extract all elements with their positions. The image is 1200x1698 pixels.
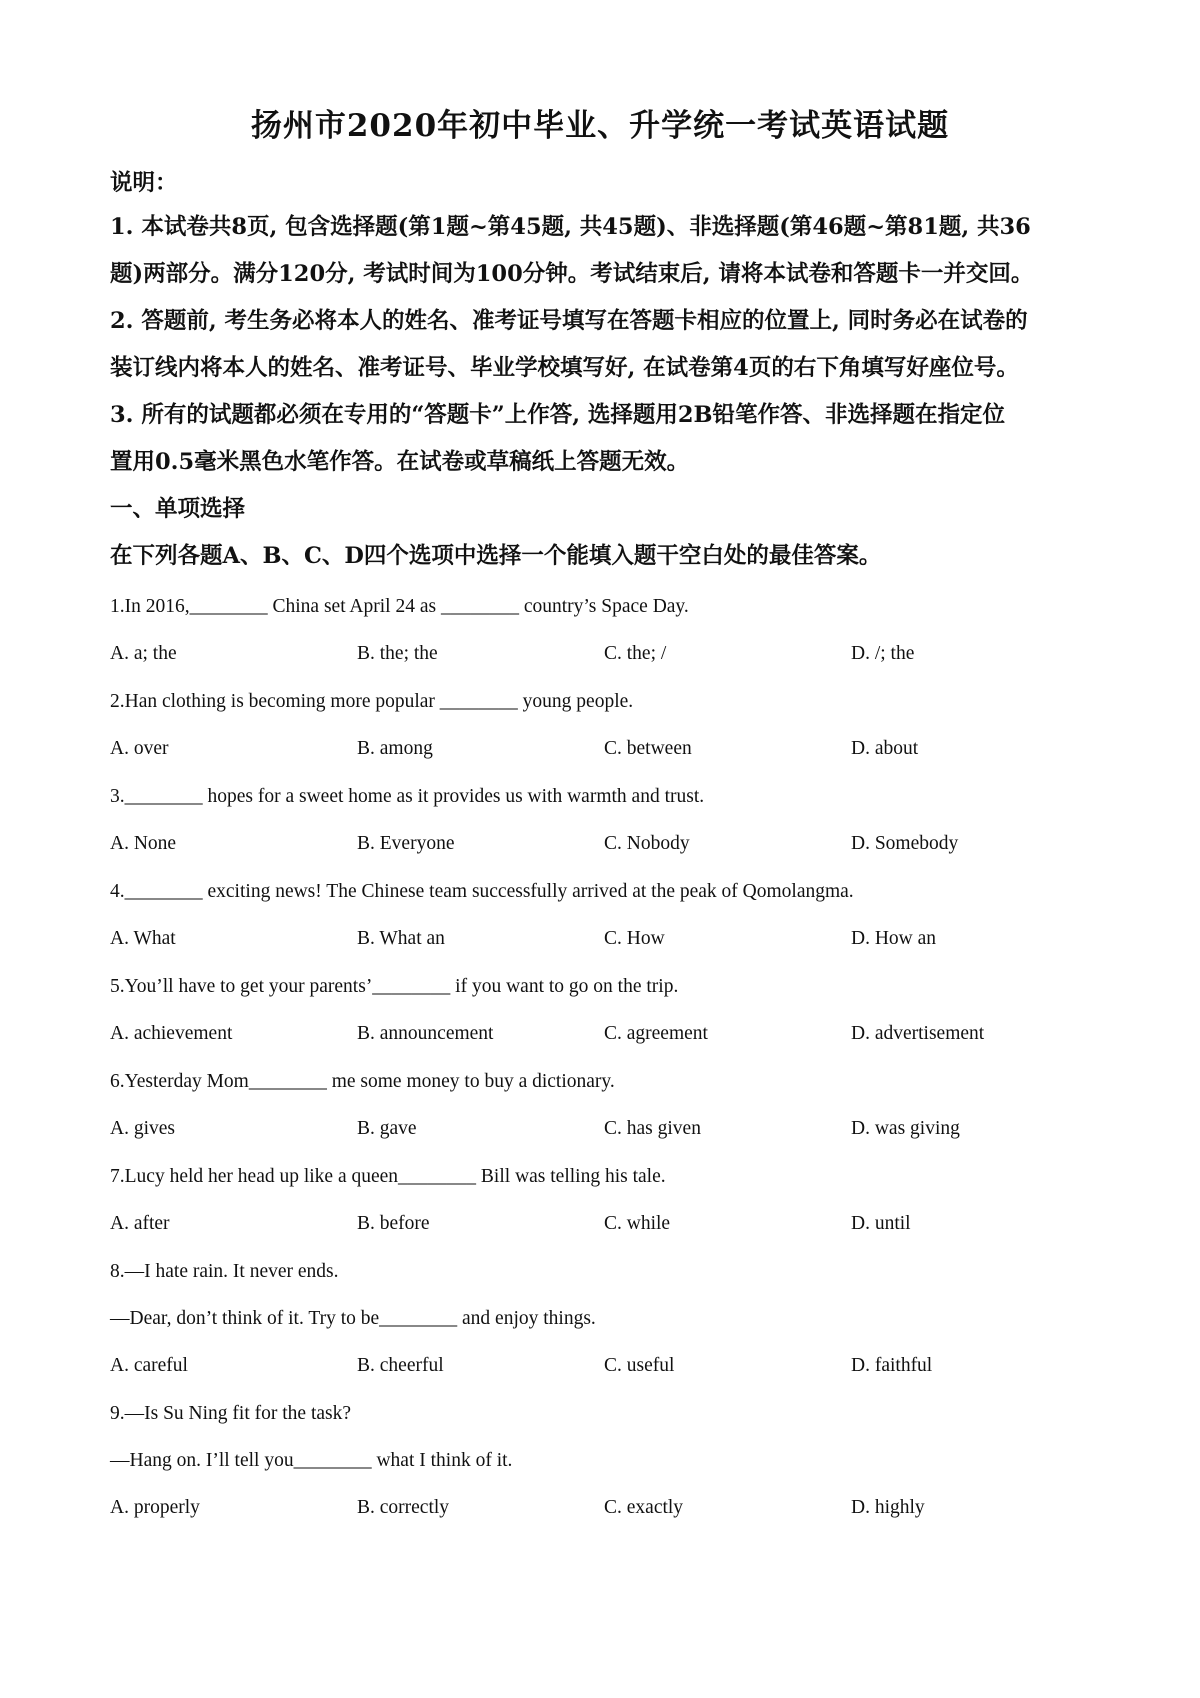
option-b: B. announcement [357,1023,494,1044]
option-a: A. None [110,833,177,854]
instruction-line: 1. 本试卷共8页, 包含选择题(第1题~第45题, 共45题)、非选择题(第46题~第81题, 共36 [110,214,1031,240]
question-stem: 3.________ hopes for a sweet home as it provides us with warmth and trust. [110,786,705,807]
option-a: A. a; the [110,643,177,664]
question-options [110,1118,1110,1146]
option-b: B. Everyone [357,833,455,854]
option-c: C. agreement [604,1023,708,1044]
option-d: D. was giving [851,1118,960,1139]
option-d: D. highly [851,1497,925,1518]
question-options [110,1023,1110,1051]
instruction-line: 装订线内将本人的姓名、准考证号、毕业学校填写好, 在试卷第4页的右下角填写好座位号。 [110,355,1019,381]
option-d: D. How an [851,928,937,949]
option-c: C. useful [604,1355,675,1376]
option-c: C. How [604,928,665,949]
question-stem: 1.In 2016,________ China set April 24 as ________ country’s Space Day. [110,596,689,617]
question-options [110,1497,1110,1525]
option-b: B. cheerful [357,1355,444,1376]
instructions-heading: 说明： [110,170,178,196]
option-a: A. after [110,1213,170,1234]
option-a: A. What [110,928,176,949]
instruction-line: 2. 答题前, 考生务必将本人的姓名、准考证号填写在答题卡相应的位置上, 同时务必在试卷的 [110,308,1028,334]
question-stem: 6.Yesterday Mom________ me some money to buy a dictionary. [110,1071,615,1092]
question-options [110,643,1110,671]
option-d: D. until [851,1213,911,1234]
instruction-line: 题)两部分。满分120分, 考试时间为100分钟。考试结束后, 请将本试卷和答题卡一并交回。 [110,261,1034,287]
question-options [110,738,1110,766]
option-c: C. the; / [604,643,667,664]
question-stem: 2.Han clothing is becoming more popular ________ young people. [110,691,634,712]
option-b: B. among [357,738,433,759]
option-c: C. exactly [604,1497,684,1518]
question-options [110,1355,1110,1383]
section-instruction: 在下列各题A、B、C、D四个选项中选择一个能填入题干空白处的最佳答案。 [110,543,882,569]
question-stem: 7.Lucy held her head up like a queen________ Bill was telling his tale. [110,1166,666,1187]
option-d: D. /; the [851,643,915,664]
question-options [110,833,1110,861]
option-d: D. advertisement [851,1023,985,1044]
option-d: D. Somebody [851,833,959,854]
instruction-line: 置用0.5毫米黑色水笔作答。在试卷或草稿纸上答题无效。 [110,449,690,475]
option-c: C. while [604,1213,671,1234]
question-options [110,928,1110,956]
question-stem-reply: —Dear, don’t think of it. Try to be________ and enjoy things. [110,1308,596,1329]
question-stem: 9.—Is Su Ning fit for the task? [110,1403,352,1424]
section-title: 一、单项选择 [110,496,246,522]
option-b: B. gave [357,1118,417,1139]
page-title: 扬州市2020年初中毕业、升学统一考试英语试题 [250,108,950,144]
question-options [110,1213,1110,1241]
option-c: C. Nobody [604,833,690,854]
option-d: D. faithful [851,1355,933,1376]
option-d: D. about [851,738,919,759]
question-stem-reply: —Hang on. I’ll tell you________ what I think of it. [110,1450,513,1471]
question-stem: 4.________ exciting news! The Chinese team successfully arrived at the peak of Qomolangma. [110,881,854,902]
option-c: C. has given [604,1118,701,1139]
option-a: A. over [110,738,169,759]
option-a: A. achievement [110,1023,233,1044]
option-c: C. between [604,738,692,759]
option-b: B. What an [357,928,445,949]
option-b: B. before [357,1213,430,1234]
option-b: B. correctly [357,1497,450,1518]
option-a: A. properly [110,1497,200,1518]
option-a: A. careful [110,1355,188,1376]
option-a: A. gives [110,1118,175,1139]
question-stem: 5.You’ll have to get your parents’________ if you want to go on the trip. [110,976,679,997]
question-stem: 8.—I hate rain. It never ends. [110,1261,339,1282]
option-b: B. the; the [357,643,438,664]
instruction-line: 3. 所有的试题都必须在专用的“答题卡”上作答, 选择题用2B铅笔作答、非选择题在指定位 [110,402,1006,428]
